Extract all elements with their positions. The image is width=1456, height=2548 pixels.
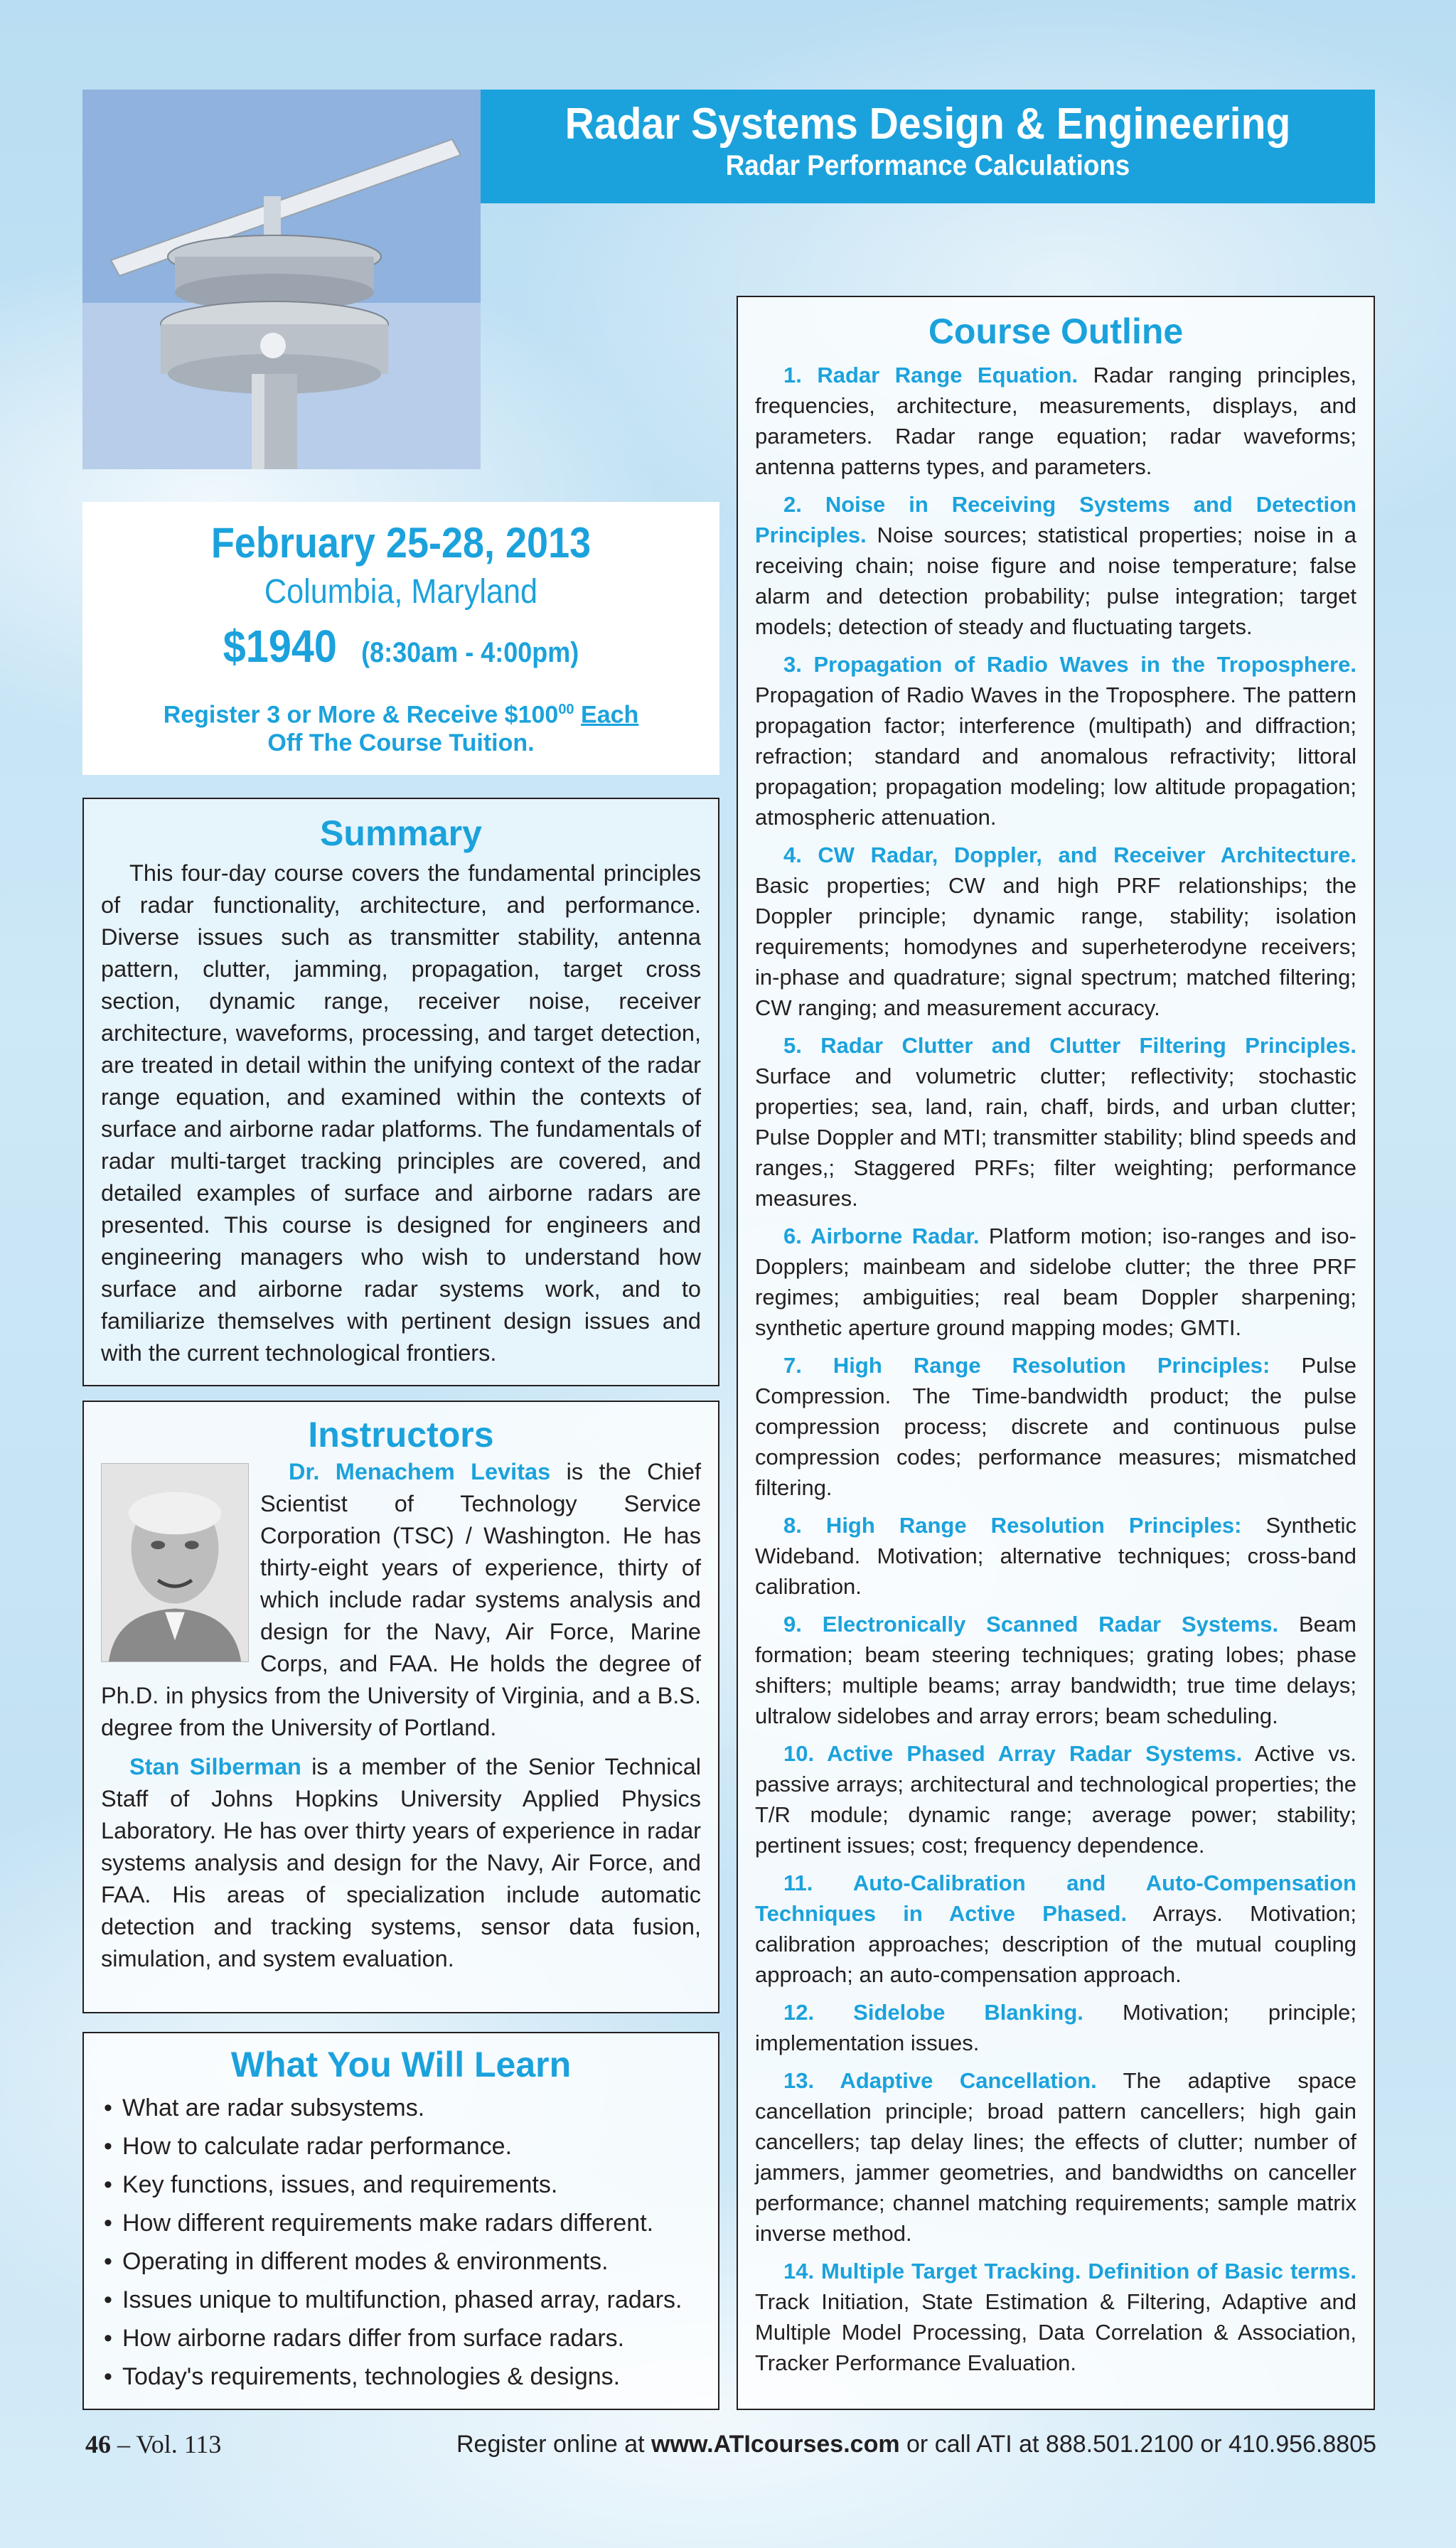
page-number-value: 46 <box>85 2430 111 2458</box>
outline-heading: 11. Auto-Calibration and Auto-Compensation Techniques in Active Phased. <box>755 1870 1356 1926</box>
outline-text: Surface and volumetric clutter; reflectivity; stochastic properties; sea, land, rain, chaff, birds, and urban clutter; Pulse Doppler and MTI; transmitter stability; blind speeds and ranges,; Staggered PRFs; filter weighting; performance measures. <box>755 1064 1356 1211</box>
register-prefix: Register online at <box>456 2431 652 2458</box>
outline-item <box>755 2065 1356 2249</box>
instructor-bio <box>101 1456 701 1744</box>
summary-text: This four-day course covers the fundamental principles of radar functionality, architecture, and performance. Diverse issues such as transmitter stability, antenna pattern, clutter, jamming, propagation, target cross section, dynamic range, receiver noise, receiver architecture, waveforms, processing, and target detection, are treated in detail within the unifying context of the radar range equation, and examined within the contexts of surface and airborne radar platforms. The fundamentals of radar multi-target tracking principles are covered, and detailed examples of surface and airborne radars are presented. This course is designed for engineers and engineering managers who wish to understand how surface and airborne radar systems work, and to familiarize themselves with pertinent design issues and with the current technological frontiers. <box>101 860 701 1366</box>
outline-item <box>755 489 1356 642</box>
instructors-title: Instructors <box>308 1415 494 1455</box>
outline-item <box>755 649 1356 833</box>
list-item: • How airborne radars differ from surface radars. <box>101 2319 701 2357</box>
instructors-panel <box>82 1401 719 2013</box>
course-title: Radar Systems Design & Engineering <box>564 100 1291 149</box>
outline-text: Propagation of Radio Waves in the Troposphere. The pattern propagation factor; interference (multipath) and diffraction; refraction; standard and anomalous refractivity; littoral propagation; propagation modeling; low altitude propagation; atmospheric attenuation. <box>755 682 1356 830</box>
list-item: • Today's requirements, technologies & designs. <box>101 2357 701 2396</box>
instructor-bio-text: is the Chief Scientist of Technology Service Corporation (TSC) / Washington. He has thirty-eight years of experience, thirty of which include radar systems analysis and design for the Navy, Air Force, Marine Corps, and FAA. He holds the degree of Ph.D. in physics from the University of Virginia, and a B.S. degree from the University of Portland. <box>101 1459 701 1740</box>
outline-text: Motivation; principle; implementation issues. <box>755 2000 1356 2055</box>
course-outline-panel <box>737 296 1375 2410</box>
outline-heading: 7. High Range Resolution Principles: <box>783 1353 1270 1378</box>
outline-heading: 4. CW Radar, Doppler, and Receiver Architecture. <box>783 842 1356 867</box>
list-item: • Key functions, issues, and requirements. <box>101 2166 701 2204</box>
outline-text: Noise sources; statistical properties; noise in a receiving chain; noise figure and noise temperature; false alarm and detection probability; pulse integration; target models; detection of steady and fluctuating targets. <box>755 523 1356 639</box>
list-item: • What are radar subsystems. <box>101 2089 701 2127</box>
course-subtitle: Radar Performance Calculations <box>725 150 1130 181</box>
outline-heading: 5. Radar Clutter and Clutter Filtering Principles. <box>783 1033 1356 1058</box>
learn-panel <box>82 2032 719 2410</box>
outline-heading: 12. Sidelobe Blanking. <box>783 2000 1083 2025</box>
outline-item <box>755 1030 1356 1214</box>
page-number <box>85 2424 221 2464</box>
outline-heading: 10. Active Phased Array Radar Systems. <box>783 1741 1243 1766</box>
outline-item <box>755 2256 1356 2378</box>
list-item: • Issues unique to multifunction, phased array, radars. <box>101 2281 701 2319</box>
radar-tower-photo <box>82 90 481 469</box>
outline-item <box>755 1350 1356 1503</box>
outline-text: Active vs. passive arrays; architectural and technological properties; the T/R module; dynamic range; average power; stability; pertinent issues; cost; frequency dependence. <box>755 1741 1356 1858</box>
list-item: • How to calculate radar performance. <box>101 2127 701 2166</box>
outline-item <box>755 1510 1356 1602</box>
learn-list <box>101 2089 701 2396</box>
outline-text: Track Initiation, State Estimation & Filtering, Adaptive and Multiple Model Processing, Data Correlation & Association, Tracker Performance Evaluation. <box>755 2289 1356 2375</box>
outline-title: Course Outline <box>928 311 1184 351</box>
outline-item <box>755 1221 1356 1343</box>
event-date: February 25-28, 2013 <box>210 519 592 567</box>
event-details <box>82 502 719 775</box>
outline-item <box>755 360 1356 482</box>
outline-text: Synthetic Wideband. Motivation; alternative techniques; cross-band calibration. <box>755 1513 1357 1599</box>
summary-panel <box>82 798 719 1386</box>
outline-heading: 2. Noise in Receiving Systems and Detection Principles. <box>755 492 1356 547</box>
discount-text: Register 3 or More & Receive $100 <box>163 701 559 729</box>
outline-text: Basic properties; CW and high PRF relationships; the Doppler principle; dynamic range, stability; isolation requirements; homodynes and superheterodyne receivers; in-phase and quadrature; signal spectrum; matched filtering; CW ranging; and measurement accuracy. <box>755 873 1356 1020</box>
outline-text: Arrays. Motivation; calibration approaches; description of the mutual coupling approach; an auto-compensation approach. <box>755 1901 1356 1987</box>
outline-item <box>755 840 1356 1023</box>
outline-heading: 9. Electronically Scanned Radar Systems. <box>783 1612 1279 1637</box>
page-footer <box>85 2424 1376 2464</box>
event-location: Columbia, Maryland <box>264 573 538 611</box>
outline-heading: 6. Airborne Radar. <box>783 1224 980 1248</box>
outline-heading: 1. Radar Range Equation. <box>783 363 1078 387</box>
instructor-bio-text: is a member of the Senior Technical Staff of Johns Hopkins University Applied Physics Laboratory. He has over thirty years of experience in radar systems analysis and design for the Navy, Air Force, and FAA. His areas of specialization include automatic detection and tracking systems, sensor data fusion, simulation, and system evaluation. <box>101 1754 702 1971</box>
outline-heading: 3. Propagation of Radio Waves in the Troposphere. <box>783 652 1356 677</box>
price-row <box>114 616 687 690</box>
list-item: • Operating in different modes & environments. <box>101 2242 701 2281</box>
event-hours: (8:30am - 4:00pm) <box>361 637 579 668</box>
outline-text: The adaptive space cancellation principle; broad pattern cancellers; high gain cancellers; tap delay lines; the effects of clutter; number of jammers, jammer geometries, and bandwidths on canceller performance; channel matching requirements; sample matrix inverse method. <box>755 2068 1356 2246</box>
title-banner <box>481 90 1375 203</box>
outline-heading: 13. Adaptive Cancellation. <box>783 2068 1097 2093</box>
outline-text: Beam formation; beam steering techniques; grating lobes; phase shifters; multiple beams; array bandwidth; true time delays; ultralow sidelobes and array errors; beam scheduling. <box>755 1612 1356 1728</box>
outline-item <box>755 1997 1356 2058</box>
instructor-name: Dr. Menachem Levitas <box>289 1459 551 1484</box>
volume-label: – Vol. 113 <box>111 2430 222 2458</box>
register-suffix: or call ATI at 888.501.2100 or 410.956.8805 <box>899 2431 1376 2458</box>
outline-heading: 14. Multiple Target Tracking. Definition of Basic terms. <box>783 2259 1356 2284</box>
discount-each: Each <box>581 701 639 729</box>
instructor-portrait <box>101 1463 249 1662</box>
summary-title: Summary <box>320 813 482 853</box>
learn-title: What You Will Learn <box>230 2045 572 2084</box>
group-discount <box>82 695 719 757</box>
outline-item <box>755 1738 1356 1861</box>
outline-item <box>755 1868 1356 1990</box>
discount-cents: 00 <box>558 702 574 717</box>
instructor-name: Stan Silberman <box>129 1754 301 1779</box>
outline-item <box>755 1609 1356 1731</box>
instructor-bio <box>101 1751 701 1975</box>
register-line <box>456 2424 1376 2464</box>
outline-text: Radar ranging principles, frequencies, architecture, measurements, displays, and parameters. Radar range equation; radar waveforms; antenna patterns types, and parameters. <box>755 363 1357 479</box>
list-item: • How different requirements make radars different. <box>101 2204 701 2242</box>
outline-heading: 8. High Range Resolution Principles: <box>783 1513 1242 1538</box>
outline-text: Platform motion; iso-ranges and iso-Dopplers; mainbeam and sidelobe clutter; the three PRF regimes; ambiguities; real beam Doppler sharpening; synthetic aperture ground mapping modes; GMTI. <box>755 1224 1356 1340</box>
outline-text: Pulse Compression. The Time-bandwidth product; the pulse compression process; discrete and continuous pulse compression codes; performance measures; mismatched filtering. <box>755 1353 1356 1500</box>
website-link[interactable]: www.ATIcourses.com <box>651 2431 900 2458</box>
discount-text-line2: Off The Course Tuition. <box>267 729 535 757</box>
event-price: $1940 <box>223 621 337 672</box>
